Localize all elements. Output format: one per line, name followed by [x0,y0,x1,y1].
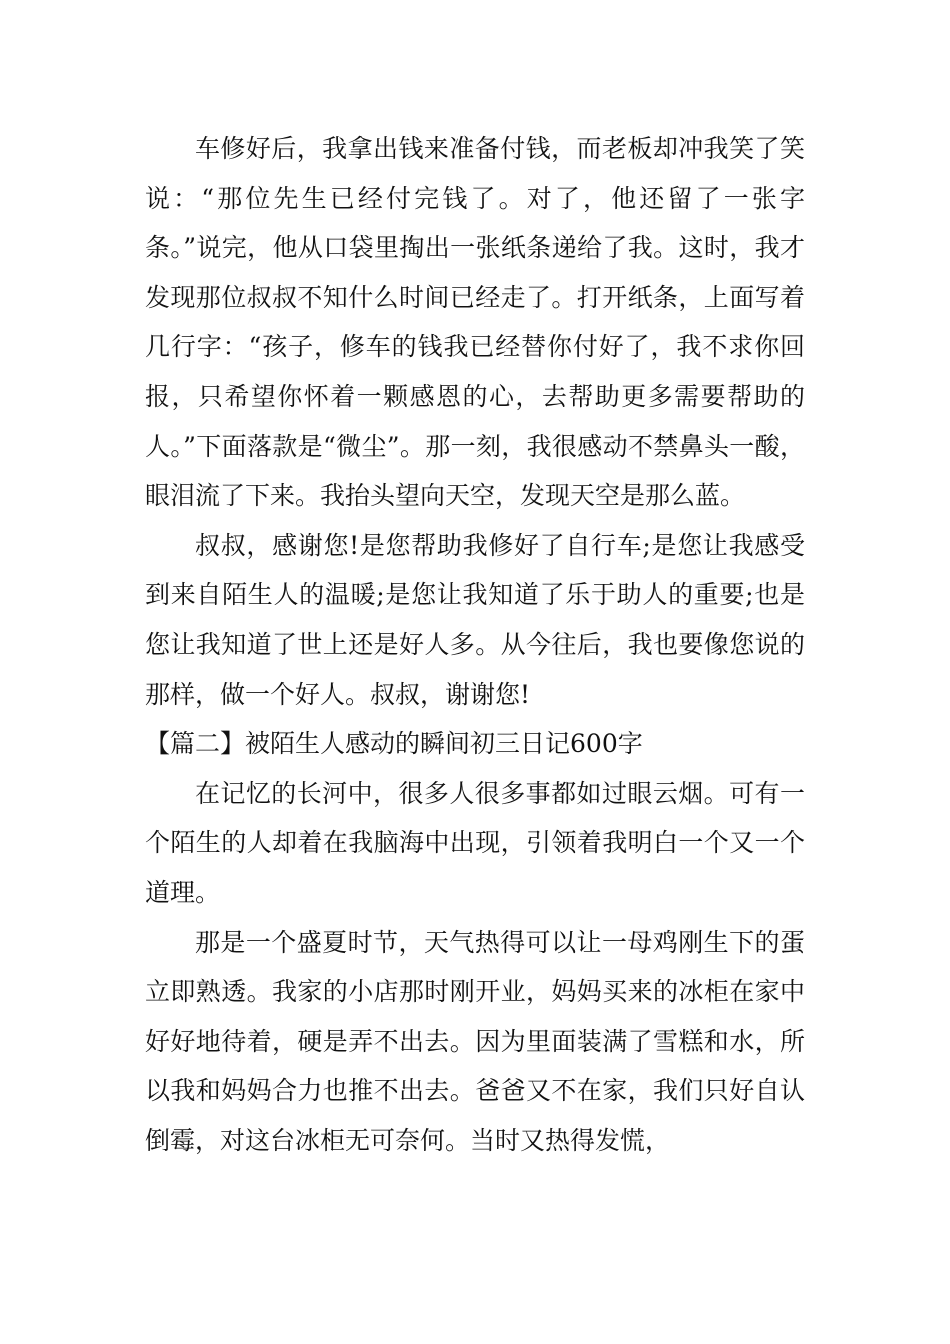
paragraph-thanks-uncle: 叔叔，感谢您!是您帮助我修好了自行车;是您让我感受到来自陌生人的温暖;是您让我知道了乐于助人的重要;也是您让我知道了世上还是好人多。从今往后，我也要像您说的那样，做一个好人。叔叔，谢谢您! [145,530,805,709]
document-body [145,124,805,1165]
section-heading: 【篇二】被陌生人感动的瞬间初三日记600字 [145,729,643,759]
paragraph-repair-paid: 车修好后，我拿出钱来准备付钱，而老板却冲我笑了笑说：“那位先生已经付完钱了。对了，他还留了一张字条。”说完，他从口袋里掏出一张纸条递给了我。这时，我才发现那位叔叔不知什么时间已经走了。打开纸条，上面写着几行字：“孩子，修车的钱我已经替你付好了，我不求你回报，只希望你怀着一颗感恩的心，去帮助更多需要帮助的人。”下面落款是“微尘”。那一刻，我很感动不禁鼻头一酸，眼泪流了下来。我抬头望向天空，发现天空是那么蓝。 [145,134,805,511]
paragraph-memory-river: 在记忆的长河中，很多人很多事都如过眼云烟。可有一个陌生的人却着在我脑海中出现，引领着我明白一个又一个道理。 [145,778,805,907]
paragraph-midsummer: 那是一个盛夏时节，天气热得可以让一母鸡刚生下的蛋立即熟透。我家的小店那时刚开业，妈妈买来的冰柜在家中好好地待着，硬是弄不出去。因为里面装满了雪糕和水，所以我和妈妈合力也推不出去。爸爸又不在家，我们只好自认倒霉，对这台冰柜无可奈何。当时又热得发慌， [145,927,805,1155]
